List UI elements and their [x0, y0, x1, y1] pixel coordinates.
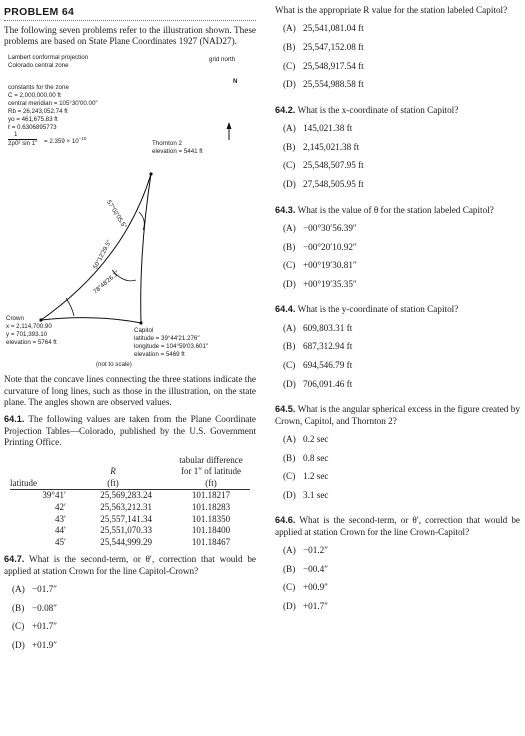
option-value: 687,312.94 ft	[303, 341, 353, 352]
projection-label: Lambert conformal projection	[8, 53, 89, 61]
answer-option[interactable]	[283, 340, 520, 359]
answer-option[interactable]	[283, 41, 520, 60]
answer-option[interactable]	[12, 620, 256, 639]
grid-north-arrowhead	[227, 122, 232, 129]
answer-options-64-2	[283, 122, 520, 196]
grid-north-n: N	[233, 77, 238, 85]
answer-option[interactable]	[12, 639, 256, 658]
answer-option[interactable]	[283, 278, 520, 297]
option-label: (A)	[283, 23, 296, 34]
option-label: (D)	[283, 378, 296, 389]
option-value: +00.9″	[303, 582, 329, 593]
header-r: R	[110, 466, 116, 477]
option-value: +00°19′30.81″	[303, 260, 357, 271]
table-row	[10, 525, 250, 537]
crown-y: y = 701,393.10	[6, 330, 48, 338]
constant-yo: yo = 461,675.83 ft	[8, 115, 58, 123]
right-column	[275, 0, 520, 619]
option-label: (B)	[283, 452, 296, 463]
option-value: 25,541,081.04 ft	[303, 23, 364, 34]
crown-elevation: elevation = 5764 ft	[6, 338, 57, 346]
capitol-elevation: elevation = 5469 ft	[134, 350, 185, 358]
problem-title: PROBLEM 64	[4, 6, 75, 18]
fraction-value-text: = 2.359 × 10	[44, 137, 79, 145]
cell-r: 25,569,283.24	[100, 490, 152, 501]
cell-r: 25,544,999.29	[100, 536, 152, 547]
option-value: 0.2 sec	[303, 433, 329, 444]
answer-option[interactable]	[283, 581, 520, 600]
title-divider	[4, 20, 256, 21]
cell-r: 25,557,141.34	[100, 513, 152, 524]
option-label: (A)	[283, 123, 296, 134]
option-label: (A)	[283, 545, 296, 556]
option-value: 25,547,152.08 ft	[303, 42, 364, 52]
option-label: (A)	[283, 222, 296, 233]
table-header-row	[10, 455, 250, 467]
answer-options-64-4	[283, 322, 520, 396]
answer-option[interactable]	[283, 489, 520, 508]
option-value: −00°20′10.92″	[303, 241, 357, 252]
option-value: −01.7″	[32, 584, 58, 595]
line-crown-capitol	[41, 317, 141, 322]
answer-option[interactable]	[283, 159, 520, 178]
question-64-5	[275, 404, 520, 427]
option-label: (A)	[283, 322, 296, 333]
option-value: 145,021.38 ft	[303, 123, 353, 134]
answer-option[interactable]	[12, 583, 256, 602]
line-thornton-capitol	[141, 174, 151, 323]
option-value: +01.7″	[303, 600, 329, 611]
question-64-4	[275, 304, 520, 315]
answer-option[interactable]	[283, 60, 520, 79]
option-label: (A)	[12, 584, 25, 595]
option-label: (D)	[283, 278, 296, 289]
option-value: −01.2″	[303, 545, 329, 556]
answer-options-64-5	[283, 433, 520, 507]
question-number: 64.1.	[4, 414, 25, 425]
table-row	[10, 537, 250, 549]
question-64-1-cont: What is the appropriate R value for the station labeled Capitol?	[275, 5, 508, 15]
constants-title: constants for the zone	[8, 83, 69, 91]
zone-name-label: Colorado central zone	[8, 61, 69, 69]
answer-option[interactable]	[283, 78, 520, 97]
fraction-numerator: 1	[14, 130, 18, 138]
cell-r: 25,551,070.33	[100, 525, 152, 536]
header-for: for 1″ of latitude	[181, 466, 241, 477]
option-value: 694,546.79 ft	[303, 359, 353, 370]
answer-options-64-3	[283, 222, 520, 296]
cell-diff: 101.18283	[191, 502, 231, 513]
answer-option[interactable]	[283, 378, 520, 397]
question-text: What is the angular spherical excess in the figure created by Crown, Capitol, and Thornton 2?	[275, 404, 520, 426]
header-latitude: latitude	[10, 477, 37, 488]
cell-latitude: 45′	[55, 536, 66, 547]
answer-option[interactable]	[283, 470, 520, 489]
cell-diff: 101.18400	[191, 525, 231, 536]
option-value: 1.2 sec	[303, 471, 329, 482]
answer-options-64-6	[283, 544, 520, 618]
cell-diff: 101.18350	[191, 513, 231, 524]
answer-option[interactable]	[283, 259, 520, 278]
survey-figure	[4, 52, 256, 357]
left-column	[4, 0, 256, 658]
station-crown-point	[39, 318, 42, 321]
answer-option[interactable]	[283, 122, 520, 141]
question-number: 64.7.	[4, 554, 25, 565]
angle-label-top: 57°02′05.5″	[105, 198, 128, 230]
option-label: (C)	[283, 160, 296, 171]
question-text: What is the y-coordinate of station Capitol?	[295, 304, 459, 315]
option-label: (A)	[283, 433, 296, 444]
thornton-name: Thornton 2	[152, 139, 182, 147]
question-text: What is the x-coordinate of station Capitol?	[295, 104, 459, 115]
question-text: What is the second-term, or θ′, correction that would be applied at station Crown for the line Capitol-Crown?	[4, 554, 256, 576]
answer-option[interactable]	[283, 178, 520, 197]
option-label: (D)	[283, 489, 296, 500]
answer-option[interactable]	[283, 452, 520, 471]
cell-r: 25,563,212.31	[100, 502, 152, 513]
header-tabular: tabular difference	[179, 454, 243, 465]
answer-options-64-1	[283, 22, 520, 96]
option-label: (D)	[283, 79, 296, 90]
option-label: (D)	[283, 178, 296, 189]
table-header-row	[10, 466, 250, 478]
option-label: (B)	[283, 563, 296, 574]
angle-arc-crown	[66, 298, 74, 316]
answer-option[interactable]	[283, 433, 520, 452]
question-64-7	[4, 554, 256, 577]
option-value: −0.08″	[32, 602, 58, 613]
question-number: 64.4.	[275, 304, 296, 315]
answer-option[interactable]	[283, 22, 520, 41]
question-number: 64.2.	[275, 104, 296, 115]
constant-central-meridian: central meridian = 105°30′00.00″	[8, 99, 98, 107]
option-label: (C)	[283, 471, 296, 482]
projection-table	[10, 455, 250, 549]
option-label: (C)	[283, 359, 296, 370]
option-value: 25,554,988.58 ft	[303, 79, 364, 90]
option-value: −00.4″	[303, 563, 329, 574]
question-64-3	[275, 205, 520, 216]
angle-arc-thornton	[139, 212, 144, 230]
capitol-longitude: longitude = 104°59′03.601″	[134, 342, 209, 350]
angle-label-left: 50°12′29.5″	[92, 238, 114, 271]
question-64-6	[275, 515, 520, 538]
line-thornton-crown	[41, 174, 151, 320]
answer-option[interactable]	[12, 602, 256, 621]
option-value: 25,548,917.54 ft	[303, 60, 364, 71]
figure-note: Note that the concave lines connecting the three stations indicate the curvature of long lines, such as those in the illustration, on the state plane. The angles shown are observed values.	[4, 374, 256, 408]
option-label: (C)	[283, 582, 296, 593]
question-number: 64.6.	[275, 515, 296, 526]
cell-latitude: 42′	[55, 502, 66, 513]
answer-options-64-7	[12, 583, 256, 657]
crown-name: Crown	[6, 314, 24, 322]
option-label: (D)	[12, 640, 25, 650]
question-number: 64.3.	[275, 204, 296, 215]
option-label: (C)	[283, 60, 296, 71]
table-row	[10, 514, 250, 526]
cell-latitude: 43′	[55, 513, 66, 524]
grid-north-label: grid north	[209, 55, 236, 63]
option-value: +01.7″	[32, 621, 58, 632]
option-label: (B)	[283, 42, 296, 52]
not-to-scale-label: (not to scale)	[96, 360, 132, 368]
option-label: (C)	[283, 260, 296, 271]
angle-label-mid: 78°48′26.1″	[92, 269, 121, 296]
option-value: 609,803.31 ft	[303, 322, 353, 333]
fraction-value	[44, 135, 86, 145]
option-label: (B)	[283, 141, 296, 152]
option-value: −00°30′56.39″	[303, 222, 357, 233]
problem-intro: The following seven problems refer to the illustration shown. These problems are based on State Plane Coordinates 1927 (NAD27).	[4, 25, 256, 47]
cell-diff: 101.18467	[191, 536, 231, 547]
option-value: 25,548,507.95 ft	[303, 160, 364, 171]
table-row	[10, 502, 250, 514]
constant-rb: Rb = 26,243,052.74 ft	[8, 107, 68, 115]
option-value: 706,091.46 ft	[303, 378, 353, 389]
option-value: 2,145,021.38 ft	[303, 141, 360, 152]
option-label: (B)	[12, 602, 25, 613]
answer-option[interactable]	[283, 222, 520, 241]
header-ft: (ft)	[107, 477, 119, 488]
question-number: 64.5.	[275, 404, 296, 415]
option-value: 3.1 sec	[303, 489, 329, 500]
constant-l: ℓ = 0.6306895773	[8, 123, 57, 131]
cell-latitude: 44′	[55, 525, 66, 536]
cell-latitude: 39°41′	[42, 490, 66, 501]
answer-option[interactable]	[283, 241, 520, 260]
option-label: (C)	[12, 621, 25, 632]
question-64-1	[4, 414, 256, 448]
answer-option[interactable]	[283, 563, 520, 582]
thornton-elevation: elevation = 5441 ft	[152, 147, 203, 155]
table-header-row	[10, 478, 250, 490]
answer-option[interactable]	[283, 359, 520, 378]
question-64-2	[275, 105, 520, 116]
fraction-exponent: −10	[78, 135, 87, 141]
answer-option[interactable]	[283, 544, 520, 563]
question-text: What is the second-term, or θ′, correction that would be applied at station Crown for the line Crown-Capitol?	[275, 515, 520, 537]
table-row	[10, 490, 250, 502]
answer-option[interactable]	[283, 141, 520, 160]
question-text: The following values are taken from the Plane Coordinate Projection Tables—Colorado, published by the U.S. Government Printing Office.	[4, 414, 256, 448]
option-label: (D)	[283, 600, 296, 611]
fraction-denominator: 2ρ0² sin 1″	[8, 139, 38, 147]
crown-x: x = 2,114,700.90	[6, 322, 52, 330]
option-value: +00°19′35.35″	[303, 278, 357, 289]
option-value: +01.9″	[32, 640, 58, 650]
question-text: What is the value of θ for the station labeled Capitol?	[295, 204, 494, 215]
option-value: 27,548,505.95 ft	[303, 178, 364, 189]
header-ft2: (ft)	[205, 477, 217, 488]
option-label: (B)	[283, 241, 296, 252]
capitol-latitude: latitude = 39°44′21.276″	[134, 334, 200, 342]
cell-diff: 101.18217	[191, 490, 231, 501]
option-value: 0.8 sec	[303, 452, 329, 463]
constant-c: C = 2,000,000.00 ft	[8, 91, 61, 99]
answer-option[interactable]	[283, 322, 520, 341]
capitol-name: Capitol	[134, 326, 154, 334]
answer-option[interactable]	[283, 600, 520, 619]
station-thornton-point	[149, 172, 152, 175]
station-capitol-point	[139, 321, 142, 324]
option-label: (B)	[283, 341, 296, 352]
